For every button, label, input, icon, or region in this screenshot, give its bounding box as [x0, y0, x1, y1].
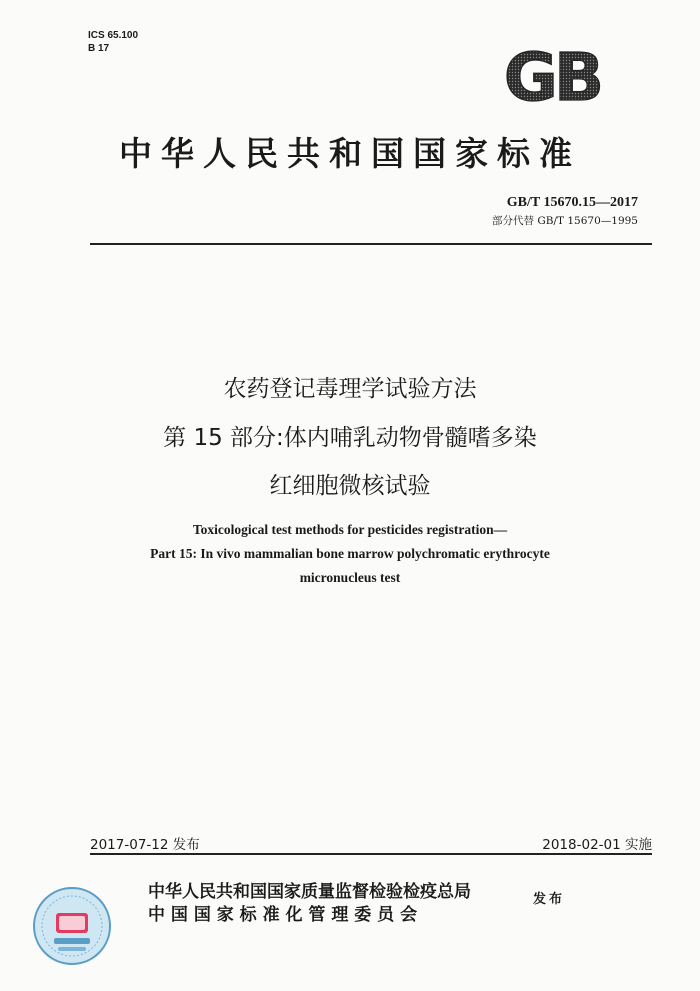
cn-title-line1: 农药登记毒理学试验方法 [223, 376, 477, 402]
issuing-org-2: 中 国 国 家 标 准 化 管 理 委 员 会 [148, 905, 418, 925]
issuing-org-1: 中华人民共和国国家质量监督检验检疫总局 [148, 882, 471, 902]
gb-logo-text: GB [503, 44, 601, 106]
gb-logo [487, 44, 617, 106]
en-title-line3: micronucleus test [299, 570, 401, 585]
replaces-note: 部分代替 GB/T 15670—1995 [492, 215, 638, 227]
publish-label: 发布 [533, 892, 566, 907]
en-title-line2: Part 15: In vivo mammalian bone marrow polychromatic erythrocyte [150, 546, 550, 561]
ics-block [88, 29, 138, 55]
issue-date: 2017-07-12 发布 [90, 837, 200, 853]
ccs-code: B 17 [88, 43, 110, 54]
cn-title-line3: 红细胞微核试验 [269, 473, 431, 499]
standard-title: 中华人民共和国国家标准 [119, 134, 581, 173]
en-title-line1: Toxicological test methods for pesticides registration— [192, 522, 508, 537]
bottom-divider [90, 853, 652, 855]
cn-title-line2: 第 15 部分:体内哺乳动物骨髓嗜多染 [163, 425, 537, 451]
ics-code: ICS 65.100 [88, 30, 139, 41]
certification-seal-icon [32, 886, 112, 966]
top-divider [90, 243, 652, 245]
standard-number: GB/T 15670.15—2017 [506, 195, 638, 210]
implementation-date: 2018-02-01 实施 [542, 837, 652, 853]
